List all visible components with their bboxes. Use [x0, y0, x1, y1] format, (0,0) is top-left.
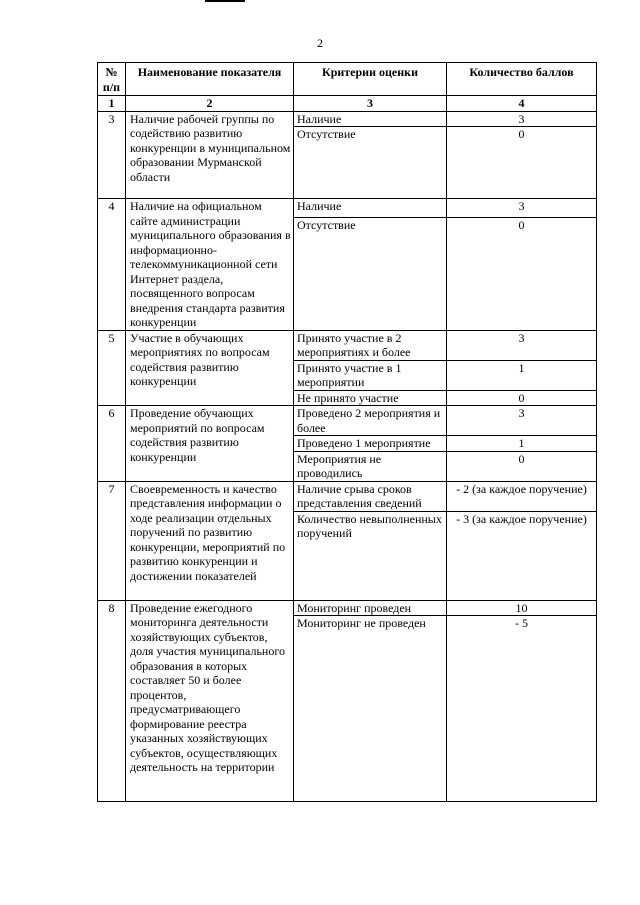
points: 3 — [447, 406, 597, 436]
table-row — [98, 600, 597, 616]
points: 0 — [447, 127, 597, 199]
header-criteria: Критерии оценки — [294, 63, 447, 96]
header-indicator: Наименование показателя — [126, 63, 294, 96]
criterion: Мониторинг не проведен — [294, 616, 447, 802]
criterion: Проведено 1 мероприятие — [294, 436, 447, 452]
criterion: Принято участие в 1 мероприятии — [294, 360, 447, 390]
table-row — [98, 481, 597, 511]
indicator-name: Проведение ежегодного мониторинга деятельности хозяйствующих субъектов, доля участия муниципального образования в которых составляет 50 и более процентов, предусматривающего формирование реестра указанных хозяйствующих субъектов, осуществляющих деятельность на территории — [126, 600, 294, 802]
header-points: Количество баллов — [447, 63, 597, 96]
top-edge-mark — [205, 0, 245, 2]
row-number: 4 — [98, 199, 126, 331]
col-index-2: 2 — [126, 96, 294, 112]
criterion: Мероприятия не проводились — [294, 451, 447, 481]
row-number: 3 — [98, 111, 126, 199]
points: 0 — [447, 217, 597, 330]
row-number: 7 — [98, 481, 126, 600]
points: 3 — [447, 199, 597, 218]
table-row — [98, 406, 597, 436]
points: - 5 — [447, 616, 597, 802]
criterion: Наличие — [294, 111, 447, 127]
criterion: Принято участие в 2 мероприятиях и более — [294, 330, 447, 360]
criterion: Отсутствие — [294, 217, 447, 330]
points: 10 — [447, 600, 597, 616]
indicator-name: Участие в обучающих мероприятиях по вопросам содействия развитию конкуренции — [126, 330, 294, 406]
points: 0 — [447, 390, 597, 406]
points: 3 — [447, 111, 597, 127]
indicator-name: Наличие рабочей группы по содействию развитию конкуренции в муниципальном образовании Мурманской области — [126, 111, 294, 199]
row-number: 8 — [98, 600, 126, 802]
criterion: Количество невыполненных поручений — [294, 511, 447, 600]
row-number: 5 — [98, 330, 126, 406]
criterion: Наличие срыва сроков представления сведений — [294, 481, 447, 511]
table-row — [98, 330, 597, 360]
table-row — [98, 199, 597, 218]
points: 3 — [447, 330, 597, 360]
table-row — [98, 111, 597, 127]
points: - 3 (за каждое поручение) — [447, 511, 597, 600]
criterion: Мониторинг проведен — [294, 600, 447, 616]
evaluation-table — [97, 62, 597, 802]
indicator-name: Своевременность и качество представления информации о ходе реализации отдельных поручений по развитию конкуренции, мероприятий по развитию конкуренции и достижении показателей — [126, 481, 294, 600]
points: 0 — [447, 451, 597, 481]
points: 1 — [447, 360, 597, 390]
table-header-row — [98, 63, 597, 96]
criterion: Наличие — [294, 199, 447, 218]
indicator-name: Наличие на официальном сайте администрации муниципального образования в информационно-телекоммуникационной сети Интернет раздела, посвященного вопросам внедрения стандарта развития конкуренции — [126, 199, 294, 331]
header-num: № п/п — [98, 63, 126, 96]
criterion: Проведено 2 мероприятия и более — [294, 406, 447, 436]
col-index-1: 1 — [98, 96, 126, 112]
indicator-name: Проведение обучающих мероприятий по вопросам содействия развитию конкуренции — [126, 406, 294, 482]
column-index-row — [98, 96, 597, 112]
criterion: Отсутствие — [294, 127, 447, 199]
row-number: 6 — [98, 406, 126, 482]
page-number: 2 — [317, 36, 323, 50]
points: 1 — [447, 436, 597, 452]
col-index-4: 4 — [447, 96, 597, 112]
criterion: Не принято участие — [294, 390, 447, 406]
points: - 2 (за каждое поручение) — [447, 481, 597, 511]
col-index-3: 3 — [294, 96, 447, 112]
